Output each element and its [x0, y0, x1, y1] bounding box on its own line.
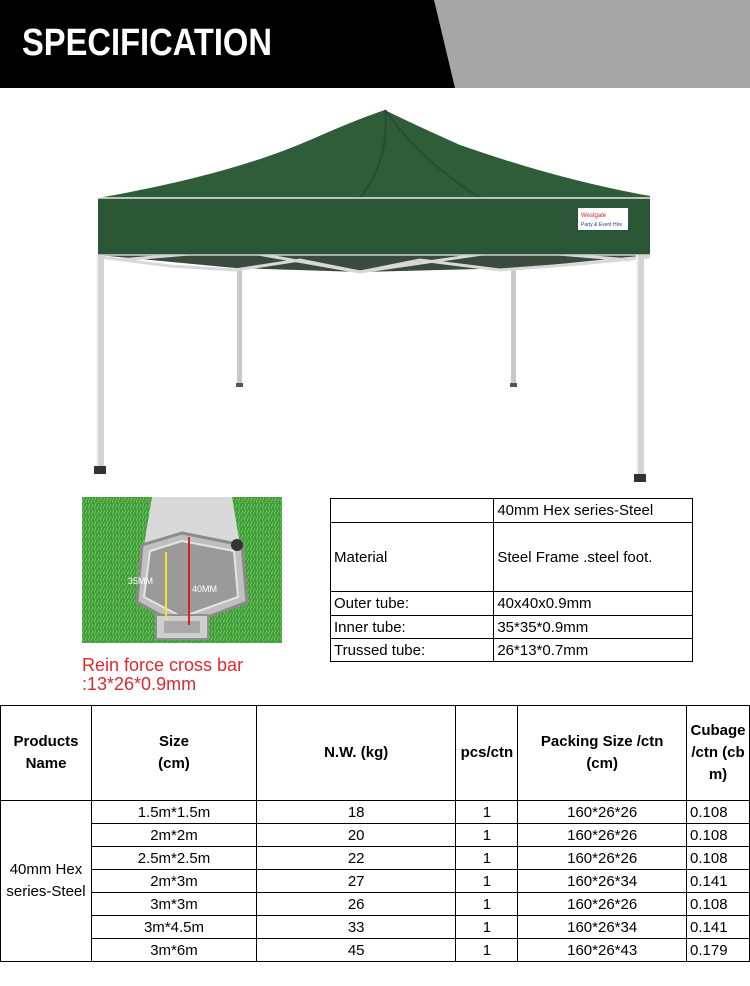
spec-value: Steel Frame .steel foot. — [494, 523, 693, 592]
header-size: Size (cm) — [91, 706, 256, 801]
outer-dimension-label: 40MM — [192, 584, 218, 594]
cell-pcs: 1 — [456, 870, 518, 893]
spec-row-header — [331, 499, 693, 523]
product-series-name: 40mm Hex series-Steel — [1, 801, 92, 962]
cell-size: 3m*6m — [91, 939, 256, 962]
cross-bar-caption-line2: :13*26*0.9mm — [82, 674, 197, 694]
cell-nw: 45 — [256, 939, 456, 962]
cell-nw: 26 — [256, 893, 456, 916]
header-banner — [0, 0, 750, 88]
cell-cubage: 0.108 — [687, 801, 750, 824]
product-table — [0, 705, 750, 962]
cell-pcs: 1 — [456, 893, 518, 916]
cell-nw: 33 — [256, 916, 456, 939]
tent-leg-back-left — [237, 260, 242, 385]
header-products-name: Products Name — [1, 706, 92, 801]
cell-nw: 22 — [256, 847, 456, 870]
table-row — [1, 801, 750, 824]
header-nw: N.W. (kg) — [256, 706, 456, 801]
cell-cubage: 0.141 — [687, 870, 750, 893]
table-row — [1, 847, 750, 870]
spec-row — [331, 592, 693, 616]
cell-packing: 160*26*43 — [518, 939, 687, 962]
cell-packing: 160*26*34 — [518, 870, 687, 893]
cell-cubage: 0.108 — [687, 893, 750, 916]
cell-size: 3m*3m — [91, 893, 256, 916]
tent-sign-line1: Westgate — [581, 213, 607, 219]
spec-label: Trussed tube: — [331, 639, 494, 662]
spec-value: 35*35*0.9mm — [494, 616, 693, 639]
table-row — [1, 824, 750, 847]
cell-packing: 160*26*26 — [518, 801, 687, 824]
cell-packing: 160*26*34 — [518, 916, 687, 939]
tent-valance — [98, 198, 650, 255]
page-title: SPECIFICATION — [22, 22, 272, 64]
spec-row — [331, 616, 693, 639]
cell-pcs: 1 — [456, 801, 518, 824]
cross-bar-caption-line1: Rein force cross bar — [82, 655, 244, 675]
table-row — [1, 939, 750, 962]
cell-cubage: 0.108 — [687, 824, 750, 847]
cell-size: 3m*4.5m — [91, 916, 256, 939]
spec-value: 26*13*0.7mm — [494, 639, 693, 662]
cell-pcs: 1 — [456, 824, 518, 847]
cell-size: 1.5m*1.5m — [91, 801, 256, 824]
tent-leg-back-right — [511, 260, 516, 385]
cell-packing: 160*26*26 — [518, 847, 687, 870]
cell-pcs: 1 — [456, 916, 518, 939]
spec-label: Outer tube: — [331, 592, 494, 616]
spec-label: Material — [331, 523, 494, 592]
tube-crosssection-photo — [82, 497, 282, 643]
table-row — [1, 916, 750, 939]
spec-header-value: 40mm Hex series-Steel — [494, 499, 693, 523]
cell-size: 2.5m*2.5m — [91, 847, 256, 870]
table-row — [1, 893, 750, 916]
spec-label: Inner tube: — [331, 616, 494, 639]
spec-row — [331, 639, 693, 662]
cell-pcs: 1 — [456, 847, 518, 870]
cell-cubage: 0.108 — [687, 847, 750, 870]
table-row — [1, 870, 750, 893]
spec-table — [330, 498, 693, 662]
cell-size: 2m*3m — [91, 870, 256, 893]
tent-sign-line2: Party & Event Hire — [581, 222, 623, 228]
spec-value: 40x40x0.9mm — [494, 592, 693, 616]
product-table-header — [1, 706, 750, 801]
cross-bar-caption — [82, 656, 302, 694]
cell-cubage: 0.179 — [687, 939, 750, 962]
header-pcs: pcs/ctn — [456, 706, 518, 801]
header-cubage: Cubage /ctn (cbm) — [687, 706, 750, 801]
header-packing: Packing Size /ctn (cm) — [518, 706, 687, 801]
spec-cell-blank — [331, 499, 494, 523]
cell-packing: 160*26*26 — [518, 893, 687, 916]
spec-row — [331, 523, 693, 592]
cell-nw: 18 — [256, 801, 456, 824]
cell-cubage: 0.141 — [687, 916, 750, 939]
cell-packing: 160*26*26 — [518, 824, 687, 847]
inner-dimension-label: 35MM — [128, 576, 154, 586]
cell-size: 2m*2m — [91, 824, 256, 847]
cell-nw: 20 — [256, 824, 456, 847]
cell-pcs: 1 — [456, 939, 518, 962]
tent-illustration — [60, 100, 690, 490]
cell-nw: 27 — [256, 870, 456, 893]
